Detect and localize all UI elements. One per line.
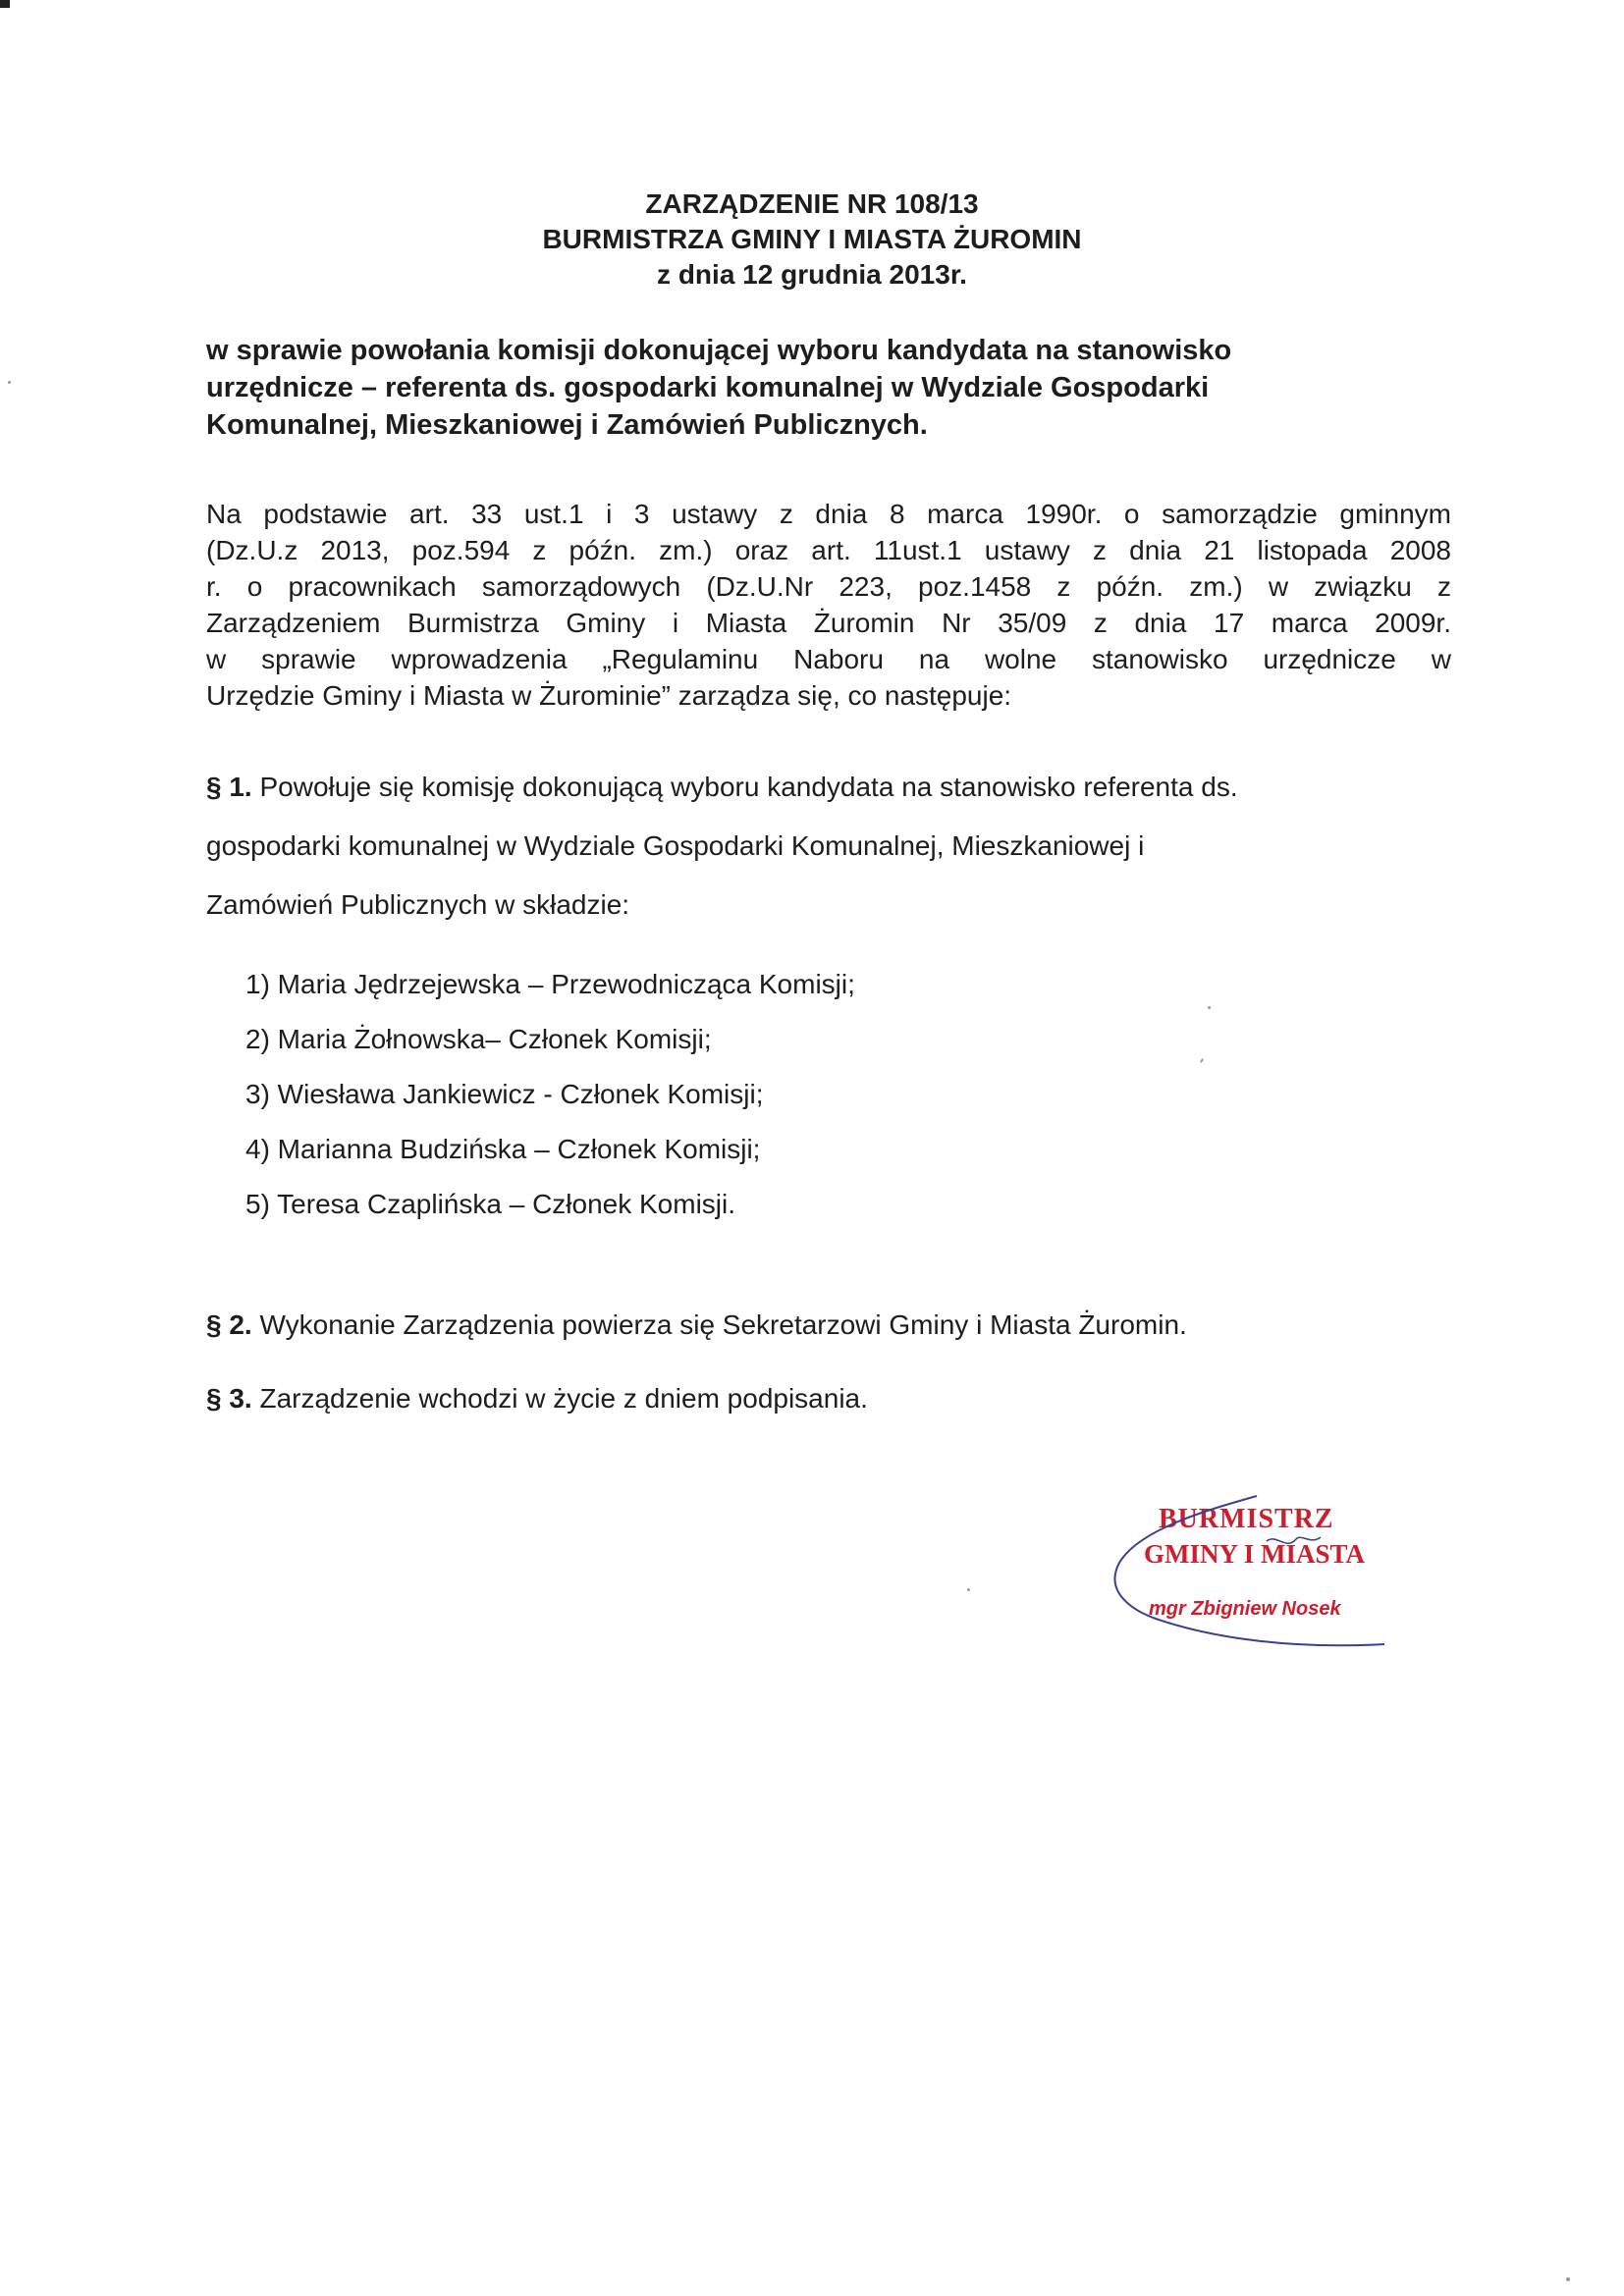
legal-basis (206, 496, 1451, 714)
subject-line: urzędnicze – referenta ds. gospodarki komunalnej w Wydziale Gospodarki (206, 372, 1210, 403)
paragraph-3-text: Zarządzenie wchodzi w życie z dniem podpisania. (251, 1383, 868, 1414)
section-marker: § 3. (206, 1383, 252, 1414)
paragraph-1 (206, 758, 1473, 934)
paragraph-1-text: Powołuje się komisję dokonującą wyboru kandydata na stanowisko referenta ds. (251, 772, 1238, 802)
order-number: ZARZĄDZENIE NR 108/13 (645, 188, 979, 219)
list-item: 4) Marianna Budzińska – Członek Komisji; (245, 1134, 761, 1164)
section-marker: § 1. (206, 772, 252, 802)
legal-basis-line: w sprawie wprowadzenia „Regulaminu Naboru na wolne stanowisko urzędnicze w (206, 644, 1451, 674)
legal-basis-line: r. o pracownikach samorządowych (Dz.U.Nr 223, poz.1458 z późn. zm.) w związku z (206, 571, 1451, 602)
issuer: BURMISTRZA GMINY I MIASTA ŻUROMIN (542, 224, 1082, 254)
stamp-signatory: mgr Zbigniew Nosek (1149, 1598, 1341, 1620)
scan-speck (967, 1588, 970, 1591)
list-item: 2) Maria Żołnowska– Członek Komisji; (245, 1024, 712, 1054)
paragraph-3 (206, 1379, 868, 1418)
legal-basis-line: Na podstawie art. 33 ust.1 i 3 ustawy z dnia 8 marca 1990r. o samorządzie gminnym (206, 499, 1451, 529)
legal-basis-line: Zarządzeniem Burmistrza Gminy i Miasta Żuromin Nr 35/09 z dnia 17 marca 2009r. (206, 608, 1451, 638)
list-item: 3) Wiesława Jankiewicz - Członek Komisji; (245, 1079, 764, 1109)
document-subject (206, 332, 1443, 444)
list-item: 1) Maria Jędrzejewska – Przewodnicząca Komisji; (245, 969, 855, 999)
committee-members-list (245, 957, 1227, 1232)
issue-date: z dnia 12 grudnia 2013r. (657, 259, 967, 290)
paragraph-1-line: gospodarki komunalnej w Wydziale Gospodarki Komunalnej, Mieszkaniowej i (206, 830, 1145, 861)
scan-speck (1208, 1006, 1211, 1009)
legal-basis-line: (Dz.U.z 2013, poz.594 z późn. zm.) oraz art. 11ust.1 ustawy z dnia 21 listopada 2008 (206, 535, 1451, 565)
stamp-office: GMINY I MIASTA (1144, 1539, 1366, 1569)
paragraph-1-line (206, 758, 1473, 817)
paragraph-2 (206, 1306, 1187, 1345)
section-marker: § 2. (206, 1309, 252, 1340)
stamp-title: BURMISTRZ (1159, 1504, 1334, 1534)
handwritten-signature (1100, 1482, 1434, 1679)
subject-line: w sprawie powołania komisji dokonującej wyboru kandydata na stanowisko (206, 335, 1232, 366)
scan-speck (1566, 2277, 1570, 2281)
paragraph-1-line: Zamówień Publicznych w składzie: (206, 889, 630, 920)
document-header (0, 187, 1624, 293)
mayor-stamp (1100, 1482, 1434, 1679)
list-item: 5) Teresa Czaplińska – Członek Komisji. (245, 1189, 736, 1219)
subject-line: Komunalnej, Mieszkaniowej i Zamówień Publicznych. (206, 409, 928, 441)
scan-speck (8, 381, 11, 384)
paragraph-2-text: Wykonanie Zarządzenia powierza się Sekretarzowi Gminy i Miasta Żuromin. (251, 1309, 1187, 1340)
scan-corner-mark (0, 0, 10, 8)
legal-basis-line: Urzędzie Gminy i Miasta w Żurominie” zarządza się, co następuje: (206, 680, 1012, 711)
